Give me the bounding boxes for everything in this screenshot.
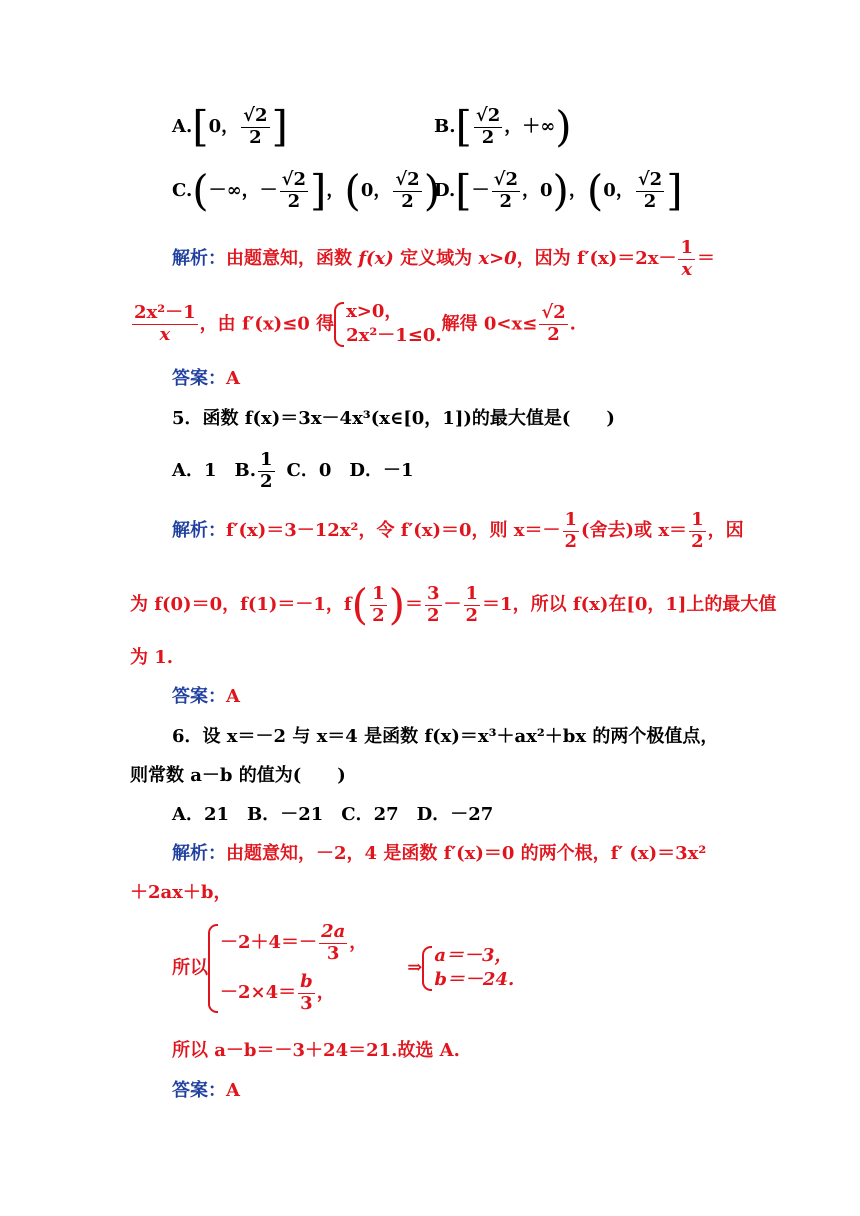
- q4-option-d: D.[－ $\frac{√2}{2}$ ，0)，(0， $\frac{√2}{2}$ ]: [434, 166, 683, 216]
- q4-option-c: C.(－∞，－ $\frac{√2}{2}$ ]，(0， $\frac{√2}{2}$ ): [172, 166, 441, 216]
- q5-answer: 答案：A: [172, 686, 240, 707]
- q4-solution-line1: 解析：由题意知，函数 f(x) 定义域为 x>0，因为 f′(x)＝2x－ $\frac{1}{x}$ ＝: [172, 237, 716, 280]
- q6-solution-line3: 所以 a－b＝－3＋24＝21.故选 A.: [172, 1040, 460, 1061]
- q5-solution-line2: 为 f(0)＝0，f(1)＝－1，f( $\frac{1}{2}$ )＝ $\frac{3}{2}$ － $\frac{1}{2}$ ＝1，所以 f(x)在[0，1]上的最大值: [130, 580, 777, 630]
- q6-solution-line2: ＋2ax＋b，: [130, 882, 232, 903]
- q4-option-b: B.[ $\frac{√2}{2}$ ，＋∞): [434, 102, 572, 152]
- inequality-system: x>0， 2x²－1≤0.: [334, 300, 442, 349]
- q6-question-line1: 6．设 x＝－2 与 x＝4 是函数 f(x)＝x³＋ax²＋bx 的两个极值点，: [172, 726, 719, 747]
- equation-system: －2＋4＝－ $\frac{2a}{3}$ ， －2×4＝ $\frac{b}{3}$ ，: [208, 922, 367, 1015]
- q6-options: A．21 B．－21 C．27 D．－27: [172, 804, 494, 825]
- q5-question: 5．函数 f(x)＝3x－4x³(x∈[0，1])的最大值是( ): [172, 408, 615, 429]
- q6-solution-line1: 解析：由题意知，－2，4 是函数 f′(x)＝0 的两个根，f′ (x)＝3x²: [172, 843, 707, 864]
- q5-solution-line3: 为 1.: [130, 647, 174, 668]
- q5-solution-line1: 解析：f′(x)＝3－12x²，令 f′(x)＝0，则 x＝－ $\frac{1}{2}$ (舍去)或 x＝ $\frac{1}{2}$ ，因: [172, 509, 744, 552]
- q6-answer: 答案：A: [172, 1080, 240, 1101]
- q4-option-a: A.[0， $\frac{√2}{2}$ ]: [172, 102, 288, 152]
- fraction: $\frac{√2}{2}$: [243, 105, 268, 148]
- q4-answer: 答案：A: [172, 368, 240, 389]
- q4-solution-line2: $\frac{\text{2x²－1}}{x}$ ，由 f′(x)≤0 得 x>0， 2x²－1≤0. 解得 0<x≤ $\frac{√2}{2}$ .: [130, 300, 576, 349]
- q6-solution-system: 所以 －2＋4＝－ $\frac{2a}{3}$ ， －2×4＝ $\frac{b}{3}$ ， ⇒ a＝－3， b＝－24.: [172, 921, 515, 1015]
- q5-options: A．1 B. $\frac{1}{2}$ C．0 D．－1: [172, 449, 414, 492]
- q6-question-line2: 则常数 a－b 的值为( ): [130, 765, 346, 786]
